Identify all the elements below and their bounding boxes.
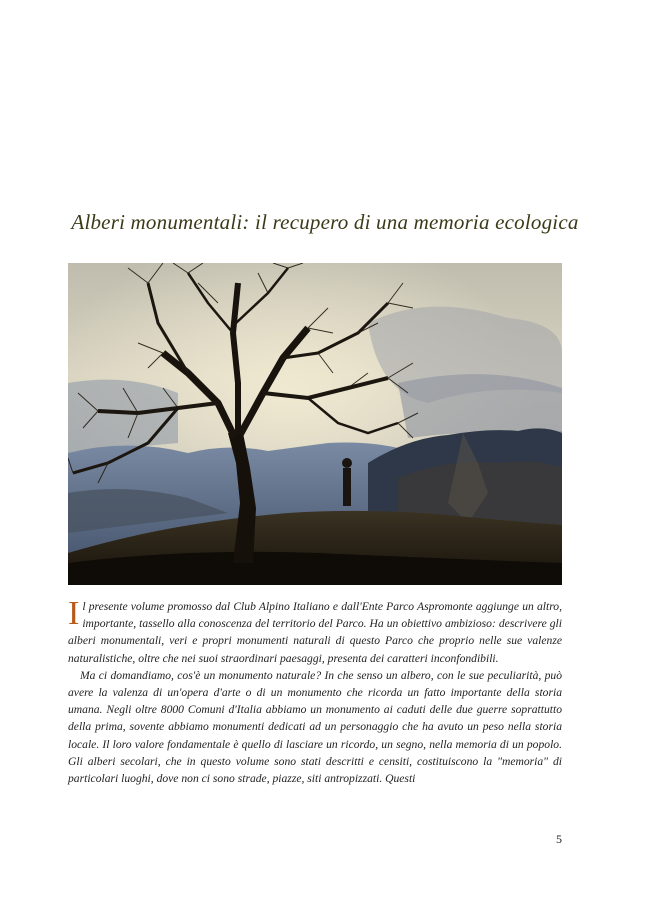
article-body [68, 595, 562, 787]
drop-cap: I [68, 595, 80, 632]
paragraph-2: Ma ci domandiamo, cos'è un monumento naturale? In che senso un albero, con le sue peculiarità, può avere la valenza di un'opera d'arte o di un monumento che ricorda un fatto importante della storia umana. Negli oltre 8000 Comuni d'Italia abbiamo un monumento ai caduti delle due guerre soprattutto della prima, sovente abbiamo monumenti dedicati ad un personaggio che ha avuto un peso nella storia locale. Il loro valore fondamentale è quello di lasciare un ricordo, un segno, nella memoria di un popolo. Gli alberi secolari, che in questo volume sono stati descritti e censiti, costituiscono la "memoria" di particolari luoghi, dove non ci sono strade, piazze, siti antropizzati. Questi [68, 668, 562, 786]
landscape-photo [68, 263, 562, 585]
paragraph-1 [68, 595, 562, 667]
tree-silhouette-illustration [68, 263, 562, 585]
page-number: 5 [556, 832, 562, 846]
page-title: Alberi monumentali: il recupero di una memoria ecologica [71, 210, 579, 234]
paragraph-1-text: l presente volume promosso dal Club Alpino Italiano e dall'Ente Parco Aspromonte aggiunge un altro, importante, tassello alla conoscenza del territorio del Parco. Ha un obiettivo ambizioso: descrivere gli alberi monumentali, veri e propri monumenti naturali di questo Parco che proprio nelle sue valenze naturalistiche, oltre che nei suoi straordinari paesaggi, presenta dei caratteri inconfondibili. [68, 600, 562, 665]
